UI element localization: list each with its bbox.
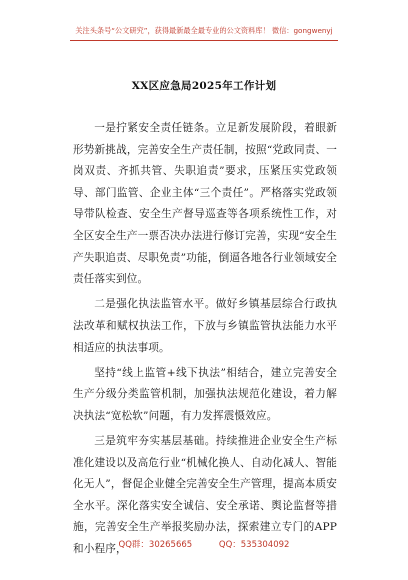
document-title: XX区应急局2025年工作计划	[131, 80, 277, 92]
footer-qq: QQ：535304092	[218, 540, 290, 550]
footer-contact	[0, 538, 408, 550]
paragraph: 坚持“线上监管+线下执法”相结合，建立完善安全生产分级分类监管机制，加强执法规范化建设，着力解决执法“宽松软”问题，有力发挥震慑效应。	[73, 366, 337, 422]
header-divider	[70, 40, 338, 41]
paragraph: 一是拧紧安全责任链条。立足新发展阶段，着眼新形势新挑战，完善安全生产责任制，按照“党政同责、一岗双责、齐抓共管、失职追责”要求，压紧压实党政领导、部门监管、企业主体“三个责任”。严格落实党政领导带队检查、安全生产督导巡查等各项系统性工作，对全区安全生产一票否决办法进行修订完善，实现“安全生产失职追责、尽职免责”功能，倒逼各地各行业领域安全责任落实到位。	[73, 122, 337, 286]
header-banner: 关注头条号“公文研究”，获得最新最全最专业的公文资料库！ 微信：gongwenyj	[75, 26, 333, 35]
footer-qq-group: QQ群：30265665	[118, 540, 193, 550]
paragraph: 二是强化执法监管水平。做好乡镇基层综合行政执法改革和赋权执法工作，下放与乡镇监管执法能力水平相适应的执法事项。	[73, 298, 337, 354]
paragraph: 三是筑牢夯实基层基础。持续推进企业安全生产标准化建设以及高危行业“机械化换人、自动化减人、智能化无人”，督促企业健全完善安全生产管理，提高本质安全水平。深化落实安全诚信、安全承诺、舆论监督等措施，完善安全生产举报奖励办法，探索建立专门的APP和小程序，	[73, 435, 337, 556]
document-body	[73, 118, 337, 564]
